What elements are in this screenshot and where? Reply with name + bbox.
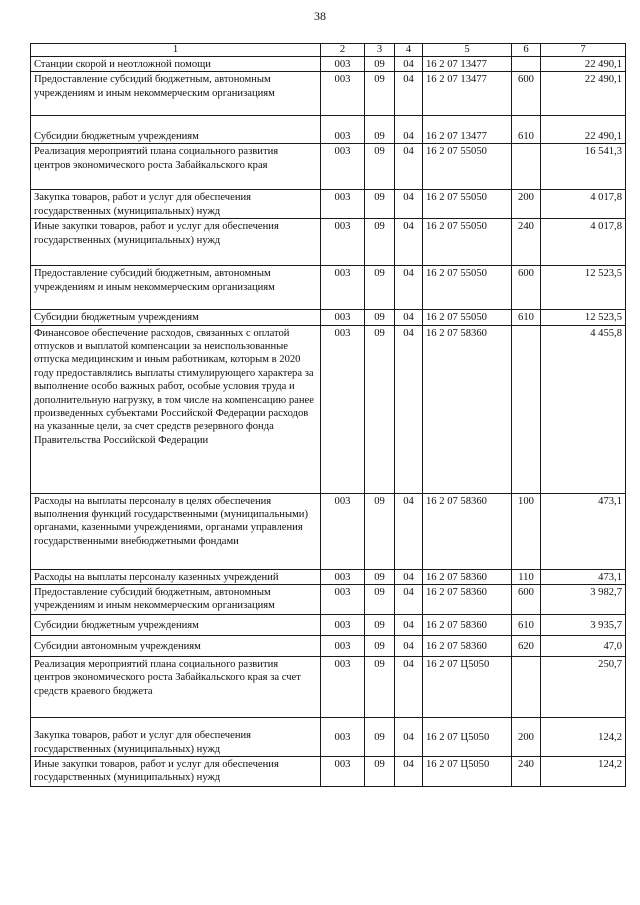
- table-row: [31, 325, 626, 493]
- amount-value: 4 017,8: [541, 219, 626, 266]
- expense-name: Реализация мероприятий плана социального развития центров экономического роста Забайкальского края за счет средств краевого бюджета: [31, 657, 321, 718]
- subsection-code: 04: [395, 718, 423, 757]
- column-header-2: 2: [321, 44, 365, 57]
- table-row: [31, 57, 626, 72]
- target-article-code: 16 2 07 13477: [423, 116, 512, 144]
- expense-name: Предоставление субсидий бюджетным, автономным учреждениям и иным некоммерческим организациям: [31, 72, 321, 116]
- expense-type-code: 200: [512, 190, 541, 219]
- ministry-code: 003: [321, 718, 365, 757]
- ministry-code: 003: [321, 57, 365, 72]
- subsection-code: 04: [395, 144, 423, 190]
- target-article-code: 16 2 07 55050: [423, 190, 512, 219]
- ministry-code: 003: [321, 657, 365, 718]
- expense-type-code: [512, 57, 541, 72]
- target-article-code: 16 2 07 58360: [423, 636, 512, 657]
- target-article-code: 16 2 07 Ц5050: [423, 657, 512, 718]
- target-article-code: 16 2 07 58360: [423, 493, 512, 569]
- table-row: [31, 72, 626, 116]
- amount-value: 4 455,8: [541, 325, 626, 493]
- expense-name: Финансовое обеспечение расходов, связанных с оплатой отпусков и выплатой компенсации за неиспользованные отпуска медицинским и иным работникам, которым в 2020 году предоставлялись выплаты стимулирующего характера за выполнение особо важных работ, особые условия труда и дополнительную нагрузку, в том числе на компенсацию ранее произведенных субъектами Российской Федерации расходов на указанные цели, за счет средств резервного фонда Правительства Российской Федерации: [31, 325, 321, 493]
- expense-type-code: 620: [512, 636, 541, 657]
- table-row: [31, 636, 626, 657]
- amount-value: 12 523,5: [541, 310, 626, 325]
- expense-name: Субсидии бюджетным учреждениям: [31, 116, 321, 144]
- target-article-code: 16 2 07 55050: [423, 144, 512, 190]
- ministry-code: 003: [321, 493, 365, 569]
- page-number: 38: [314, 9, 326, 23]
- expense-name: Реализация мероприятий плана социального развития центров экономического роста Забайкальского края: [31, 144, 321, 190]
- amount-value: 473,1: [541, 493, 626, 569]
- subsection-code: 04: [395, 636, 423, 657]
- section-code: 09: [365, 310, 395, 325]
- expense-type-code: 200: [512, 718, 541, 757]
- section-code: 09: [365, 72, 395, 116]
- expense-type-code: [512, 657, 541, 718]
- section-code: 09: [365, 615, 395, 636]
- table-row: [31, 718, 626, 757]
- section-code: 09: [365, 190, 395, 219]
- amount-value: 22 490,1: [541, 116, 626, 144]
- expense-type-code: 610: [512, 615, 541, 636]
- expense-type-code: 100: [512, 493, 541, 569]
- amount-value: 12 523,5: [541, 266, 626, 310]
- target-article-code: 16 2 07 Ц5050: [423, 757, 512, 787]
- section-code: 09: [365, 144, 395, 190]
- subsection-code: 04: [395, 72, 423, 116]
- column-header-7: 7: [541, 44, 626, 57]
- section-code: 09: [365, 325, 395, 493]
- expense-name: Иные закупки товаров, работ и услуг для обеспечения государственных (муниципальных) нужд: [31, 757, 321, 787]
- target-article-code: 16 2 07 55050: [423, 266, 512, 310]
- target-article-code: 16 2 07 13477: [423, 72, 512, 116]
- subsection-code: 04: [395, 657, 423, 718]
- subsection-code: 04: [395, 757, 423, 787]
- expense-type-code: 240: [512, 757, 541, 787]
- table-row: [31, 310, 626, 325]
- ministry-code: 003: [321, 615, 365, 636]
- expense-name: Закупка товаров, работ и услуг для обеспечения государственных (муниципальных) нужд: [31, 718, 321, 757]
- ministry-code: 003: [321, 72, 365, 116]
- amount-value: 124,2: [541, 718, 626, 757]
- table-header-row: [31, 44, 626, 57]
- budget-table: [30, 43, 626, 787]
- subsection-code: 04: [395, 569, 423, 584]
- subsection-code: 04: [395, 116, 423, 144]
- expense-name: Расходы на выплаты персоналу в целях обеспечения выполнения функций государственными (муниципальными) органами, казенными учреждениями, органами управления государственными внебюджетными фондами: [31, 493, 321, 569]
- expense-name: Предоставление субсидий бюджетным, автономным учреждениям и иным некоммерческим организациям: [31, 266, 321, 310]
- amount-value: 22 490,1: [541, 57, 626, 72]
- target-article-code: 16 2 07 55050: [423, 310, 512, 325]
- table-row: [31, 219, 626, 266]
- ministry-code: 003: [321, 266, 365, 310]
- table-row: [31, 657, 626, 718]
- table-row: [31, 190, 626, 219]
- table-row: [31, 493, 626, 569]
- expense-name: Субсидии бюджетным учреждениям: [31, 310, 321, 325]
- expense-type-code: 600: [512, 266, 541, 310]
- ministry-code: 003: [321, 190, 365, 219]
- section-code: 09: [365, 57, 395, 72]
- subsection-code: 04: [395, 310, 423, 325]
- expense-name: Станции скорой и неотложной помощи: [31, 57, 321, 72]
- subsection-code: 04: [395, 57, 423, 72]
- expense-type-code: 110: [512, 569, 541, 584]
- subsection-code: 04: [395, 266, 423, 310]
- ministry-code: 003: [321, 310, 365, 325]
- table-row: [31, 266, 626, 310]
- table-row: [31, 569, 626, 584]
- expense-name: Закупка товаров, работ и услуг для обеспечения государственных (муниципальных) нужд: [31, 190, 321, 219]
- target-article-code: 16 2 07 58360: [423, 569, 512, 584]
- section-code: 09: [365, 585, 395, 615]
- subsection-code: 04: [395, 190, 423, 219]
- ministry-code: 003: [321, 116, 365, 144]
- subsection-code: 04: [395, 219, 423, 266]
- section-code: 09: [365, 116, 395, 144]
- ministry-code: 003: [321, 636, 365, 657]
- expense-name: Предоставление субсидий бюджетным, автономным учреждениям и иным некоммерческим организациям: [31, 585, 321, 615]
- ministry-code: 003: [321, 757, 365, 787]
- target-article-code: 16 2 07 58360: [423, 325, 512, 493]
- column-header-6: 6: [512, 44, 541, 57]
- ministry-code: 003: [321, 219, 365, 266]
- section-code: 09: [365, 757, 395, 787]
- target-article-code: 16 2 07 Ц5050: [423, 718, 512, 757]
- table-row: [31, 757, 626, 787]
- expense-name: Расходы на выплаты персоналу казенных учреждений: [31, 569, 321, 584]
- amount-value: 3 982,7: [541, 585, 626, 615]
- expense-name: Субсидии автономным учреждениям: [31, 636, 321, 657]
- expense-type-code: 610: [512, 116, 541, 144]
- amount-value: 22 490,1: [541, 72, 626, 116]
- section-code: 09: [365, 657, 395, 718]
- section-code: 09: [365, 636, 395, 657]
- column-header-3: 3: [365, 44, 395, 57]
- ministry-code: 003: [321, 585, 365, 615]
- target-article-code: 16 2 07 58360: [423, 615, 512, 636]
- expense-type-code: 610: [512, 310, 541, 325]
- amount-value: 473,1: [541, 569, 626, 584]
- ministry-code: 003: [321, 144, 365, 190]
- expense-type-code: 600: [512, 72, 541, 116]
- amount-value: 4 017,8: [541, 190, 626, 219]
- subsection-code: 04: [395, 493, 423, 569]
- column-header-4: 4: [395, 44, 423, 57]
- section-code: 09: [365, 266, 395, 310]
- column-header-1: 1: [31, 44, 321, 57]
- amount-value: 47,0: [541, 636, 626, 657]
- ministry-code: 003: [321, 569, 365, 584]
- column-header-5: 5: [423, 44, 512, 57]
- expense-type-code: [512, 325, 541, 493]
- subsection-code: 04: [395, 615, 423, 636]
- table-row: [31, 585, 626, 615]
- subsection-code: 04: [395, 585, 423, 615]
- section-code: 09: [365, 493, 395, 569]
- expense-name: Иные закупки товаров, работ и услуг для обеспечения государственных (муниципальных) нужд: [31, 219, 321, 266]
- expense-type-code: [512, 144, 541, 190]
- table-row: [31, 144, 626, 190]
- target-article-code: 16 2 07 55050: [423, 219, 512, 266]
- amount-value: 16 541,3: [541, 144, 626, 190]
- expense-type-code: 240: [512, 219, 541, 266]
- subsection-code: 04: [395, 325, 423, 493]
- section-code: 09: [365, 569, 395, 584]
- target-article-code: 16 2 07 58360: [423, 585, 512, 615]
- section-code: 09: [365, 219, 395, 266]
- amount-value: 124,2: [541, 757, 626, 787]
- target-article-code: 16 2 07 13477: [423, 57, 512, 72]
- table-row: [31, 615, 626, 636]
- ministry-code: 003: [321, 325, 365, 493]
- amount-value: 250,7: [541, 657, 626, 718]
- section-code: 09: [365, 718, 395, 757]
- expense-type-code: 600: [512, 585, 541, 615]
- amount-value: 3 935,7: [541, 615, 626, 636]
- table-row: [31, 116, 626, 144]
- expense-name: Субсидии бюджетным учреждениям: [31, 615, 321, 636]
